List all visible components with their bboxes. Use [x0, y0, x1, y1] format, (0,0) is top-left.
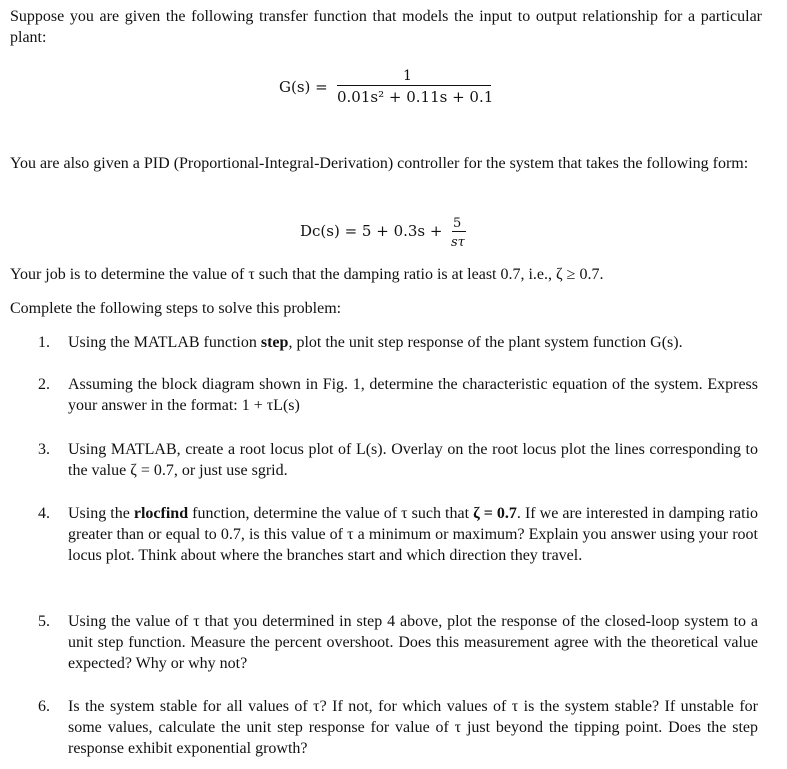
step-text: Assuming the block diagram shown in Fig. 1, determine the characteristic equation of the system. Express your answer in the format: 1 + τL(s)	[68, 376, 758, 414]
eq1-fraction-bar	[337, 85, 491, 86]
intro-paragraph: Suppose you are given the following transfer function that models the input to output relationship for a particular plant:	[10, 8, 762, 46]
eq2-lhs: Dᴄ(s) = 5 + 0.3s +	[300, 222, 443, 240]
step-number: 2.	[38, 376, 50, 393]
step-number: 4.	[38, 505, 50, 522]
eq1-numerator: 1	[403, 68, 412, 84]
step-text-part: function, determine the value of τ such that	[188, 505, 474, 522]
step-keyword: ζ = 0.7	[473, 505, 517, 522]
job-statement: Your job is to determine the value of τ such that the damping ratio is at least 0.7, i.e., ζ ≥ 0.7.	[10, 266, 604, 283]
eq2-numerator: 5	[453, 216, 462, 231]
step-keyword: step	[260, 334, 289, 351]
step-text	[68, 332, 758, 353]
eq1-denominator: 0.01s² + 0.11s + 0.1	[337, 88, 494, 106]
step-text-part: , plot the unit step response of the plant system function G(s).	[288, 334, 683, 351]
eq2-denominator: sτ	[451, 235, 465, 250]
step-text: Using the value of τ that you determined in step 4 above, plot the response of the closed-loop system to a unit step function. Measure the percent overshoot. Does this measurement agree with the theoretical value expected? Why or why not?	[68, 613, 758, 672]
eq1-lhs: G(s) =	[279, 78, 328, 96]
step-text-part: Using the MATLAB function	[68, 334, 261, 351]
step-text: Is the system stable for all values of τ? If not, for which values of τ is the system stable? If unstable for some values, calculate the unit step response for value of τ just beyond the tipping point. Does the step response exhibit exponential growth?	[68, 698, 758, 757]
step-number: 1.	[38, 334, 50, 351]
pid-controller-equation	[300, 213, 500, 249]
step-text-part: Using the	[68, 505, 134, 522]
step-keyword: rlocfind	[133, 505, 189, 522]
transfer-function-equation	[279, 66, 519, 110]
step-number: 3.	[38, 441, 50, 458]
step-number: 6.	[38, 698, 50, 715]
step-text: Using MATLAB, create a root locus plot of L(s). Overlay on the root locus plot the lines corresponding to the value ζ = 0.7, or just use sgrid.	[68, 441, 758, 479]
complete-instruction: Complete the following steps to solve this problem:	[10, 300, 342, 317]
pid-intro-paragraph: You are also given a PID (Proportional-Integral-Derivation) controller for the system that takes the following form:	[10, 155, 749, 172]
step-text-part: . If we are interested in damping ratio greater than or equal to 0.7, is this value of τ a minimum or maximum? Explain you answer using your root locus plot. Think about where the branches start and which direction they travel.	[68, 505, 759, 564]
step-number: 5.	[38, 613, 50, 630]
step-text	[68, 503, 758, 566]
